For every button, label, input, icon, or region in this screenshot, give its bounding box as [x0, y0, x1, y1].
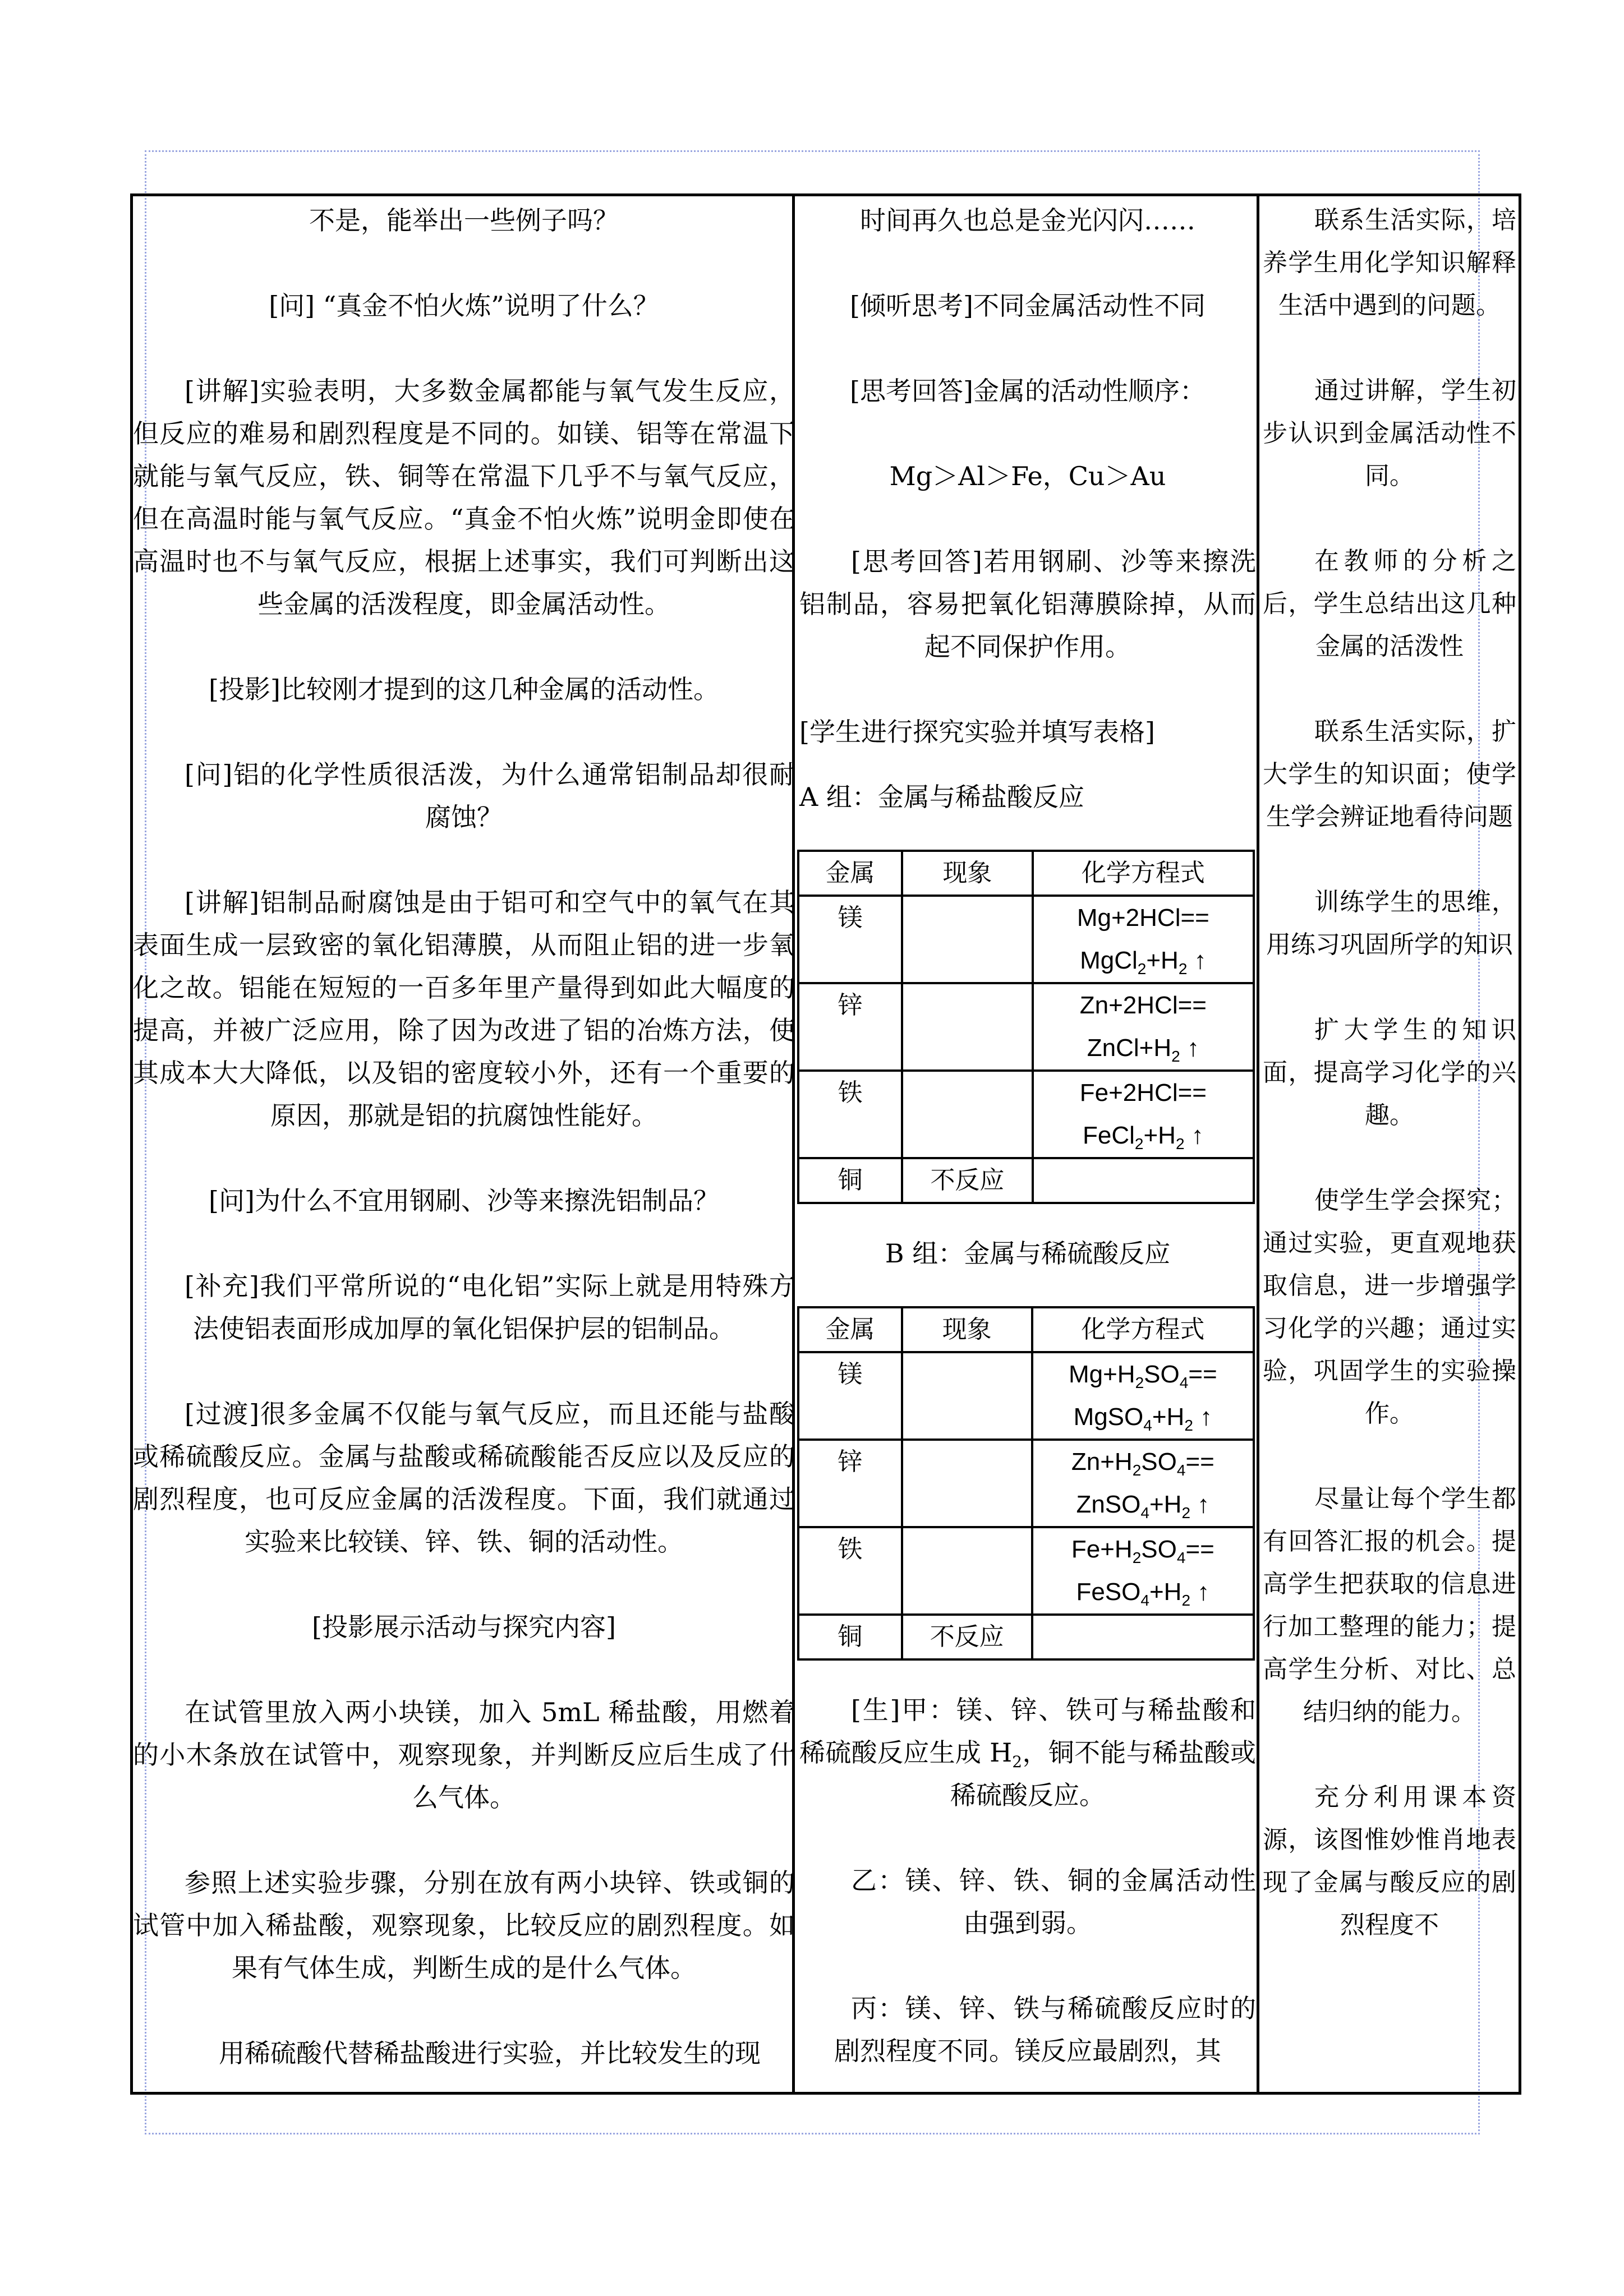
table-row	[798, 896, 1254, 983]
equation-cell	[1032, 1615, 1254, 1659]
metal-cell: 锌	[798, 983, 902, 1071]
intent-note: 在教师的分析之后，学生总结出这几种金属的活泼性	[1263, 547, 1516, 661]
group-b-caption: B 组：金属与稀硫酸反应	[885, 1238, 1171, 1269]
phenomenon-cell	[902, 896, 1033, 983]
paragraph: [思考回答]若用钢刷、沙等来擦洗铝制品，容易把氧化铝薄膜除掉，从而起不同保护作用。	[799, 546, 1256, 662]
intent-note: 使学生学会探究；通过实验，更直观地获取信息，进一步增强学习化学的兴趣；通过实验，巩固学生的实验操作。	[1263, 1186, 1516, 1428]
gas-arrow-icon: ↑	[1200, 1403, 1213, 1431]
table-row	[798, 1158, 1254, 1203]
equation-cell: Mg+2HCl== $MgCl_2+H_2$ ↑	[1033, 896, 1254, 983]
hydrochloric-acid-table	[797, 850, 1255, 1204]
intent-note: 联系生活实际，扩大学生的知识面；使学生学会辨证地看待问题	[1263, 717, 1516, 831]
metal-cell: 铜	[798, 1615, 902, 1659]
intent-note: 训练学生的思维，用练习巩固所学的知识	[1266, 888, 1516, 959]
experiment-step: 用稀硫酸代替稀盐酸进行实验，并比较发生的现	[219, 2038, 761, 2068]
intent-note: 尽量让每个学生都有回答汇报的机会。提高学生把获取的信息进行加工整理的能力；提高学生分析、对比、总结归纳的能力。	[1263, 1484, 1516, 1726]
header-equation: 化学方程式	[1032, 1307, 1254, 1352]
gas-arrow-icon: ↑	[1197, 1491, 1210, 1518]
metal-cell: 铁	[798, 1527, 902, 1615]
equation-cell: $Mg+H_2SO_4==$ $MgSO_4+H_2$ ↑	[1032, 1352, 1254, 1440]
question: [问]铝的化学性质很活泼，为什么通常铝制品却很耐腐蚀？	[185, 759, 795, 832]
phenomenon-cell	[902, 1352, 1032, 1440]
paragraph: 不是，能举出一些例子吗？	[309, 205, 619, 236]
experiment-step: 在试管里放入两小块镁，加入 5mL 稀盐酸，用燃着的小木条放在试管中，观察现象，并判断反应后生成了什么气体。	[133, 1697, 795, 1813]
student-answer: [生]甲：镁、锌、铁可与稀盐酸和稀硫酸反应生成 $H_2$，铜不能与稀盐酸或稀硫酸反应。	[799, 1695, 1256, 1810]
explanation: [讲解]铝制品耐腐蚀是由于铝可和空气中的氧气在其表面生成一层致密的氧化铝薄膜，从而阻止铝的进一步氧化之故。铝能在短短的一百多年里产量得到如此大幅度的提高，并被广泛应用，除了因为改进了铝的冶炼方法，使其成本大大降低，以及铝的密度较小外，还有一个重要的原因，那就是铝的抗腐蚀性能好。	[133, 887, 795, 1131]
gas-arrow-icon: ↑	[1194, 947, 1207, 974]
phenomenon-cell: 不反应	[902, 1615, 1032, 1659]
paragraph: [思考回答]金属的活动性顺序：	[850, 376, 1206, 406]
table-row	[798, 1071, 1254, 1158]
projection: [投影]比较刚才提到的这几种金属的活动性。	[209, 674, 719, 704]
student-answer: 丙：镁、锌、铁与稀硫酸反应时的剧烈程度不同。镁反应最剧烈，其	[834, 1993, 1256, 2066]
metal-cell: 铁	[798, 1071, 902, 1158]
experiment-step: 参照上述实验步骤，分别在放有两小块锌、铁或铜的试管中加入稀盐酸，观察现象，比较反应的剧烈程度。如果有气体生成，判断生成的是什么气体。	[133, 1868, 795, 1983]
header-metal: 金属	[798, 851, 902, 896]
gas-arrow-icon: ↑	[1197, 1578, 1210, 1606]
table-row	[798, 1440, 1254, 1527]
sulfuric-acid-table	[797, 1306, 1255, 1661]
gas-arrow-icon: ↑	[1186, 1034, 1199, 1062]
phenomenon-cell	[902, 1071, 1033, 1158]
phenomenon-cell	[902, 1527, 1032, 1615]
paragraph: [学生进行探究实验并填写表格]	[799, 717, 1155, 747]
projection: [投影展示活动与探究内容]	[312, 1612, 616, 1642]
phenomenon-cell	[902, 983, 1033, 1071]
header-equation: 化学方程式	[1033, 851, 1254, 896]
header-metal: 金属	[798, 1307, 902, 1352]
student-answer: 乙：镁、锌、铁、铜的金属活动性由强到弱。	[851, 1865, 1256, 1938]
paragraph: [倾听思考]不同金属活动性不同	[850, 291, 1206, 321]
transition: [过渡]很多金属不仅能与氧气反应，而且还能与盐酸或稀硫酸反应。金属与盐酸或稀硫酸能否反应以及反应的剧烈程度，也可反应金属的活泼程度。下面，我们就通过实验来比较镁、锌、铁、铜的活动性。	[133, 1399, 795, 1557]
table-row	[798, 983, 1254, 1071]
paragraph: 时间再久也总是金光闪闪……	[860, 205, 1195, 236]
phenomenon-cell: 不反应	[902, 1158, 1033, 1203]
question: [问] “真金不怕火炼”说明了什么？	[269, 291, 659, 321]
equation-cell: Fe+2HCl== $FeCl_2+H_2$ ↑	[1033, 1071, 1254, 1158]
student-activity-column	[795, 193, 1259, 2095]
gas-arrow-icon: ↑	[1191, 1122, 1204, 1149]
header-phenomenon: 现象	[902, 1307, 1032, 1352]
question: [问]为什么不宜用钢刷、沙等来擦洗铝制品？	[209, 1186, 719, 1216]
intent-note: 扩大学生的知识面，提高学习化学的兴趣。	[1263, 1016, 1516, 1129]
metal-cell: 锌	[798, 1440, 902, 1527]
table-row	[798, 1615, 1254, 1659]
metal-cell: 铜	[798, 1158, 902, 1203]
header-phenomenon: 现象	[902, 851, 1033, 896]
equation-cell: $Zn+H_2SO_4==$ $ZnSO_4+H_2$ ↑	[1032, 1440, 1254, 1527]
intent-note: 联系生活实际，培养学生用化学知识解释生活中遇到的问题。	[1263, 206, 1516, 320]
table-row	[798, 1527, 1254, 1615]
table-row	[798, 1352, 1254, 1440]
equation-cell: $Fe+H_2SO_4==$ $FeSO_4+H_2$ ↑	[1032, 1527, 1254, 1615]
metal-cell: 镁	[798, 1352, 902, 1440]
teacher-activity-column	[133, 193, 795, 2095]
phenomenon-cell	[902, 1440, 1032, 1527]
supplement: [补充]我们平常所说的“电化铝”实际上就是用特殊方法使铝表面形成加厚的氧化铝保护层的铝制品。	[185, 1271, 795, 1344]
intent-note: 充分利用课本资源，该图惟妙惟肖地表现了金属与酸反应的剧烈程度不	[1263, 1783, 1516, 1939]
group-a-caption: A 组：金属与稀盐酸反应	[799, 782, 1084, 812]
design-intent-column	[1259, 193, 1519, 2095]
equation-cell	[1033, 1158, 1254, 1203]
intent-note: 通过讲解，学生初步认识到金属活动性不同。	[1263, 376, 1516, 490]
activity-order: Mg＞Al＞Fe，Cu＞Au	[889, 461, 1166, 491]
metal-cell: 镁	[798, 896, 902, 983]
explanation: [讲解]实验表明，大多数金属都能与氧气发生反应，但反应的难易和剧烈程度是不同的。如镁、铝等在常温下就能与氧气反应，铁、铜等在常温下几乎不与氧气反应，但在高温时能与氧气反应。“真金不怕火炼”说明金即使在高温时也不与氧气反应，根据上述事实，我们可判断出这些金属的活泼程度，即金属活动性。	[133, 376, 795, 619]
equation-cell: Zn+2HCl== $ZnCl+H_2$ ↑	[1033, 983, 1254, 1071]
